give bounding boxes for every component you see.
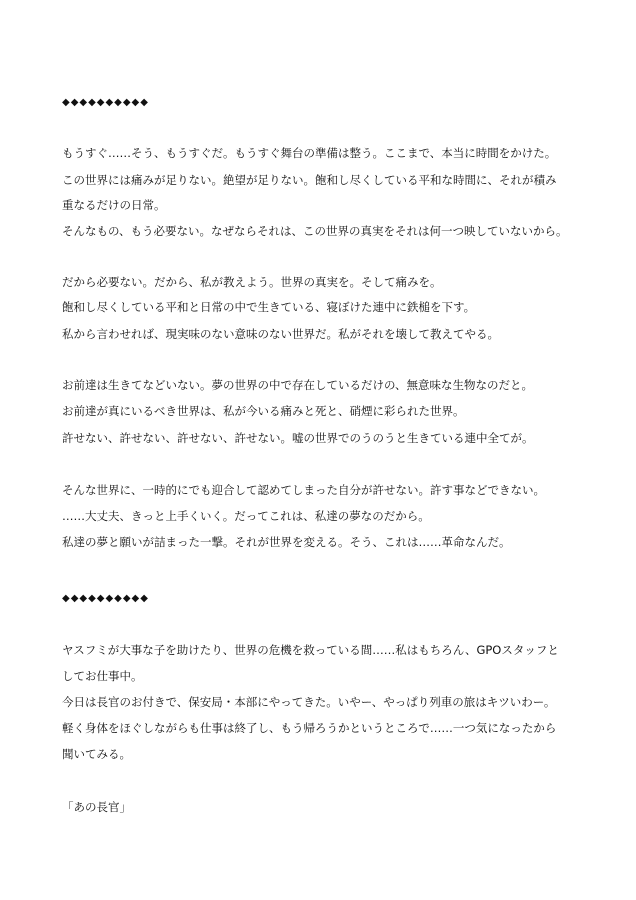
paragraph-4-line-2: ……大丈夫、きっと上手くいく。だってこれは、私達の夢なのだから。	[62, 509, 430, 523]
paragraph-1-line-2: この世界には痛みが足りない。絶望が足りない。飽和し尽くしている平和な時間に、それが積み	[62, 173, 557, 187]
paragraph-3-line-3: 許せない、許せない、許せない、許せない。嘘の世界でのうのうと生きている連中全てが。	[62, 431, 534, 445]
paragraph-4-line-1: そんな世界に、一時的にでも迎合して認めてしまった自分が許せない。許す事などできない。	[62, 483, 545, 497]
paragraph-3-line-1: お前達は生きてなどいない。夢の世界の中で存在しているだけの、無意味な生物なのだと。	[62, 378, 534, 392]
paragraph-2-line-2: 飽和し尽くしている平和と日常の中で生きている、寝ぼけた連中に鉄槌を下す。	[62, 300, 476, 314]
paragraph-4-line-3: 私達の夢と願いが詰まった一撃。それが世界を変える。そう、これは……革命なんだ。	[62, 535, 511, 549]
paragraph-3-line-2: お前達が真にいるべき世界は、私が今いる痛みと死と、硝煙に彩られた世界。	[62, 404, 465, 418]
paragraph-5-line-4: 軽く身体をほぐしながらも仕事は終了し、もう帰ろうかというところで……一つ気になったから	[62, 721, 557, 735]
paragraph-1-line-1: もうすぐ……そう、もうすぐだ。もうすぐ舞台の準備は整う。ここまで、本当に時間をかけた。	[62, 146, 557, 160]
paragraph-1-line-4: そんなもの、もう必要ない。なぜならそれは、この世界の真実をそれは何一つ映していないから。	[62, 224, 568, 238]
paragraph-5-line-2: してお仕事中。	[62, 669, 143, 683]
paragraph-5-line-3: 今日は長官のお付きで、保安局・本部にやってきた。いやー、やっぱり列車の旅はキツいわー。	[62, 695, 556, 709]
paragraph-5-line-5: 聞いてみる。	[62, 747, 131, 761]
section-divider: ◆◆◆◆◆◆◆◆◆◆	[62, 97, 149, 108]
paragraph-1-line-3: 重なるだけの日常。	[62, 198, 166, 212]
paragraph-5-line-1: ヤスフミが大事な子を助けたり、世界の危機を救っている間……私はもちろん、GPOスタッフと	[62, 643, 559, 657]
paragraph-2-line-3: 私から言わせれば、現実味のない意味のない世界だ。私がそれを壊して教えてやる。	[62, 327, 499, 341]
dialogue-line: 「あの長官」	[62, 800, 131, 814]
paragraph-2-line-1: だから必要ない。だから、私が教えよう。世界の真実を。そして痛みを。	[62, 275, 442, 289]
section-divider-2: ◆◆◆◆◆◆◆◆◆◆	[62, 593, 149, 604]
